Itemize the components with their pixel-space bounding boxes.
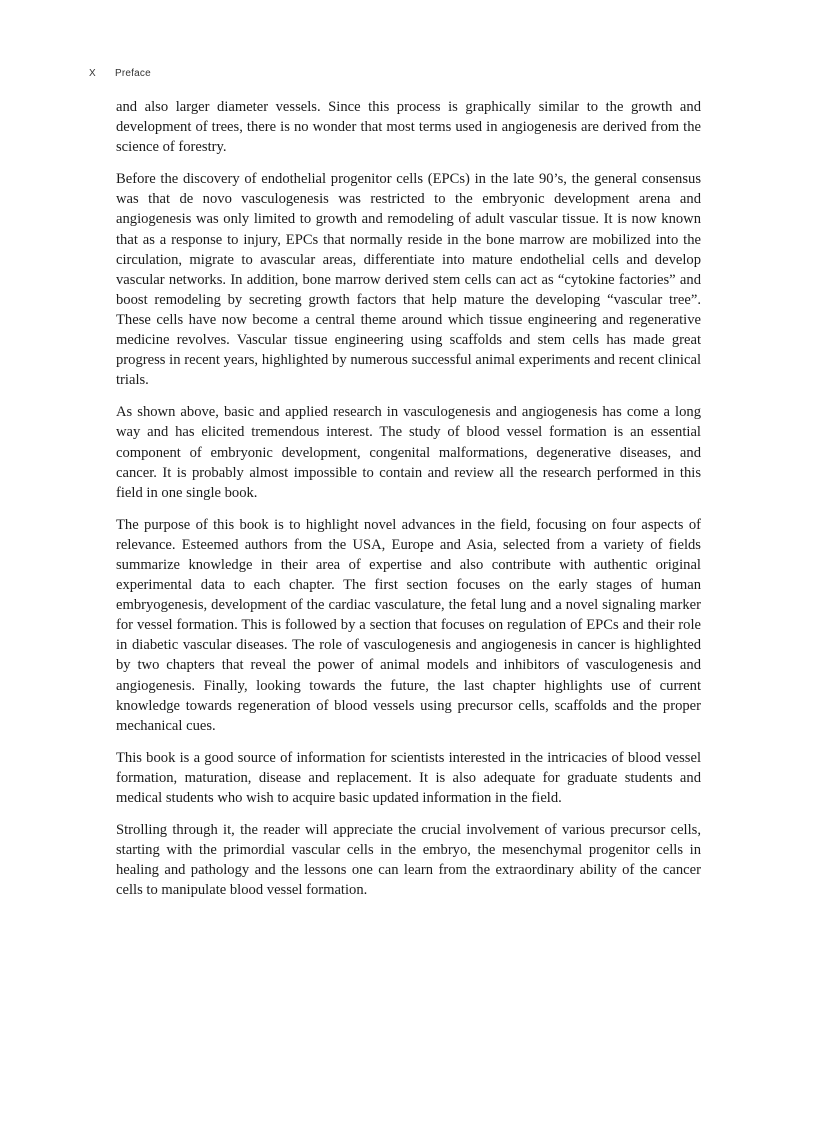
body-text	[116, 97, 701, 912]
running-head	[89, 68, 151, 79]
section-title: Preface	[115, 68, 151, 79]
paragraph: Before the discovery of endothelial progenitor cells (EPCs) in the late 90’s, the general consensus was that de novo vasculogenesis was restricted to the embryonic development arena and angiogenesis was only limited to growth and remodeling of adult vascular tissue. It is now known that as a response to injury, EPCs that normally reside in the bone marrow are mobilized into the circulation, migrate to avascular areas, differentiate into mature endothelial cells and develop vascular networks. In addition, bone marrow derived stem cells can act as “cytokine factories” and boost remodeling by secreting growth factors that help mature the developing “vascular tree”. These cells have now become a central theme around which tissue engineering and regenerative medicine revolves. Vascular tissue engineering using scaffolds and stem cells has made great progress in recent years, highlighted by numerous successful animal experiments and recent clinical trials.	[116, 171, 701, 389]
paragraph: The purpose of this book is to highlight novel advances in the field, focusing on four aspects of relevance. Esteemed authors from the USA, Europe and Asia, selected from a variety of fields summarize knowledge in their area of expertise and also contribute with authentic original experimental data to each chapter. The first section focuses on the early stages of human embryogenesis, development of the cardiac vasculature, the fetal lung and a novel signaling marker for vessel formation. This is followed by a section that focuses on regulation of EPCs and their role in diabetic vascular diseases. The role of vasculogenesis and angiogenesis in cancer is highlighted by two chapters that reveal the power of animal models and inhibitors of vasculogenesis and angiogenesis. Finally, looking towards the future, the last chapter highlights use of current knowledge towards regeneration of blood vessels using precursor cells, scaffolds and the proper mechanical cues.	[116, 516, 701, 734]
paragraph: As shown above, basic and applied research in vasculogenesis and angiogenesis has come a long way and has elicited tremendous interest. The study of blood vessel formation is an essential component of embryonic development, congenital malformations, degenerative diseases, and cancer. It is probably almost impossible to contain and review all the research performed in this field in one single book.	[116, 404, 701, 501]
paragraph: This book is a good source of information for scientists interested in the intricacies of blood vessel formation, maturation, disease and replacement. It is also adequate for graduate students and medical students who wish to acquire basic updated information in the field.	[116, 749, 701, 806]
page-number: X	[89, 68, 96, 79]
paragraph: and also larger diameter vessels. Since this process is graphically similar to the growth and development of trees, there is no wonder that most terms used in angiogenesis are derived from the science of forestry.	[116, 99, 701, 156]
paragraph: Strolling through it, the reader will appreciate the crucial involvement of various precursor cells, starting with the primordial vascular cells in the embryo, the mesenchymal progenitor cells in healing and pathology and the lessons one can learn from the extraordinary ability of the cancer cells to manipulate blood vessel formation.	[116, 822, 701, 899]
